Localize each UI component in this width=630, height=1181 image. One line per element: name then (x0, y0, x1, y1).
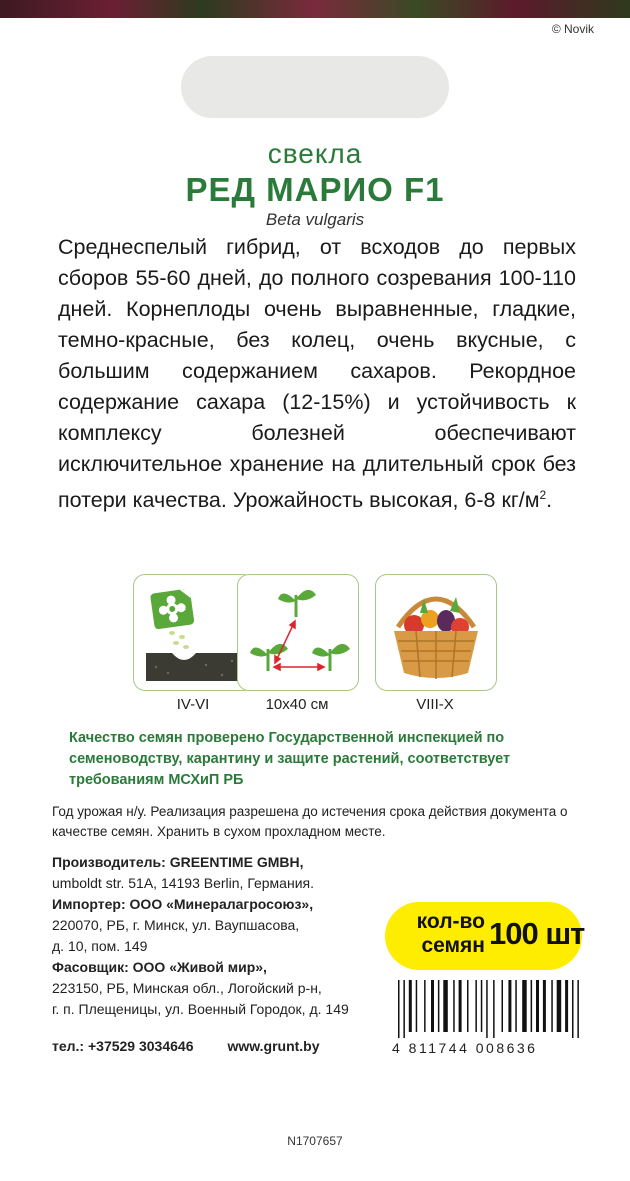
hang-slot (181, 56, 449, 118)
barcode-bar (531, 980, 533, 1032)
barcode-bar (522, 980, 527, 1032)
spacing-icon (237, 574, 359, 691)
copyright: © Novik (551, 22, 594, 36)
harvest-period: VIII-X (416, 696, 454, 713)
barcode-bar (577, 980, 579, 1038)
barcode-bar (467, 980, 469, 1032)
yield-end: . (546, 488, 553, 513)
seed-count-badge (385, 902, 585, 970)
product-header (0, 137, 630, 231)
harvest-basket-icon (375, 574, 497, 691)
count-label-line1: кол-во (416, 910, 485, 933)
producer-info (52, 852, 392, 1020)
latin-name: Beta vulgaris (265, 210, 365, 229)
packer-label: Фасовщик: ООО «Живой мир», (52, 959, 267, 975)
website-link[interactable]: www.grunt.by (227, 1038, 320, 1054)
yield-text: Урожайность высокая, 6-8 кг/м (232, 488, 540, 513)
barcode-bar (403, 980, 405, 1038)
cultivation-icons (133, 574, 499, 714)
barcode-bar (409, 980, 412, 1032)
sowing-period: IV-VI (176, 696, 210, 713)
barcode-bar (565, 980, 568, 1032)
barcode-bar (486, 980, 488, 1038)
barcode-bar (424, 980, 426, 1032)
barcode-bar (515, 980, 517, 1032)
barcode-bar (557, 980, 562, 1032)
barcode-bar (536, 980, 539, 1032)
description-text: Среднеспелый гибрид, от всходов до первых сборов 55-60 дней, до полного созревания 100-110 дней. Корнеплоды очень выравненные, гладкие, темно-красные, без колец, очень вкусные, с большим содержанием сахаров. Рекордное содержание сахара (12-15%) и устойчивость к комплексу болезней обеспечивают исключительное хранение на длительный срок без потери качества. (58, 235, 576, 513)
barcode-bar (459, 980, 462, 1032)
importer-label: Импортер: ООО «Минералагросоюз», (52, 896, 314, 912)
barcode-bar (443, 980, 448, 1032)
lot-number: N1707657 (287, 1134, 343, 1148)
spacing-value: 10x40 см (265, 696, 329, 713)
producer-address: umboldt str. 51A, 14193 Berlin, Германия. (52, 875, 314, 891)
barcode-bar (453, 980, 455, 1032)
barcode-bar (438, 980, 440, 1032)
barcode-bar (572, 980, 574, 1038)
phone: тел.: +37529 3034646 (52, 1038, 194, 1054)
barcode-bar (416, 980, 418, 1032)
barcode-bar (398, 980, 400, 1038)
barcode-bar (543, 980, 546, 1032)
barcode-bar (502, 980, 504, 1032)
crop-name: свекла (267, 138, 363, 169)
importer-address-line2: д. 10, пом. 149 (52, 938, 148, 954)
quality-statement: Качество семян проверено Государственной инспекцией по семеноводству, карантину и защите растений, соответствует требованиям МСХиП РБ (69, 730, 511, 788)
barcode-bar (481, 980, 483, 1032)
count-value: 100 шт (489, 916, 585, 951)
barcode-bar (475, 980, 477, 1032)
storage-note: Год урожая н/у. Реализация разрешена до истечения срока действия документа о качестве семян. Хранить в сухом прохладном месте. (52, 804, 568, 839)
contacts (52, 1038, 320, 1054)
barcode-bar (431, 980, 434, 1032)
top-photo-strip (0, 0, 630, 18)
barcode-number: 4 811744 008636 (392, 1040, 538, 1056)
yield-sup: 2 (539, 488, 547, 502)
count-label-line2: семян (421, 934, 485, 957)
packer-address-line1: 223150, РБ, Минская обл., Логойский р-н, (52, 980, 322, 996)
packer-address-line2: г. п. Плещеницы, ул. Военный Городок, д. 149 (52, 1001, 349, 1017)
barcode-bar (508, 980, 511, 1032)
importer-address-line1: 220070, РБ, г. Минск, ул. Ваупшасова, (52, 917, 300, 933)
producer-label: Производитель: GREENTIME GMBH, (52, 854, 304, 870)
description (58, 232, 576, 516)
variety-name: РЕД МАРИО F1 (185, 171, 445, 208)
barcode-bar (551, 980, 553, 1032)
barcode-bar (493, 980, 495, 1038)
